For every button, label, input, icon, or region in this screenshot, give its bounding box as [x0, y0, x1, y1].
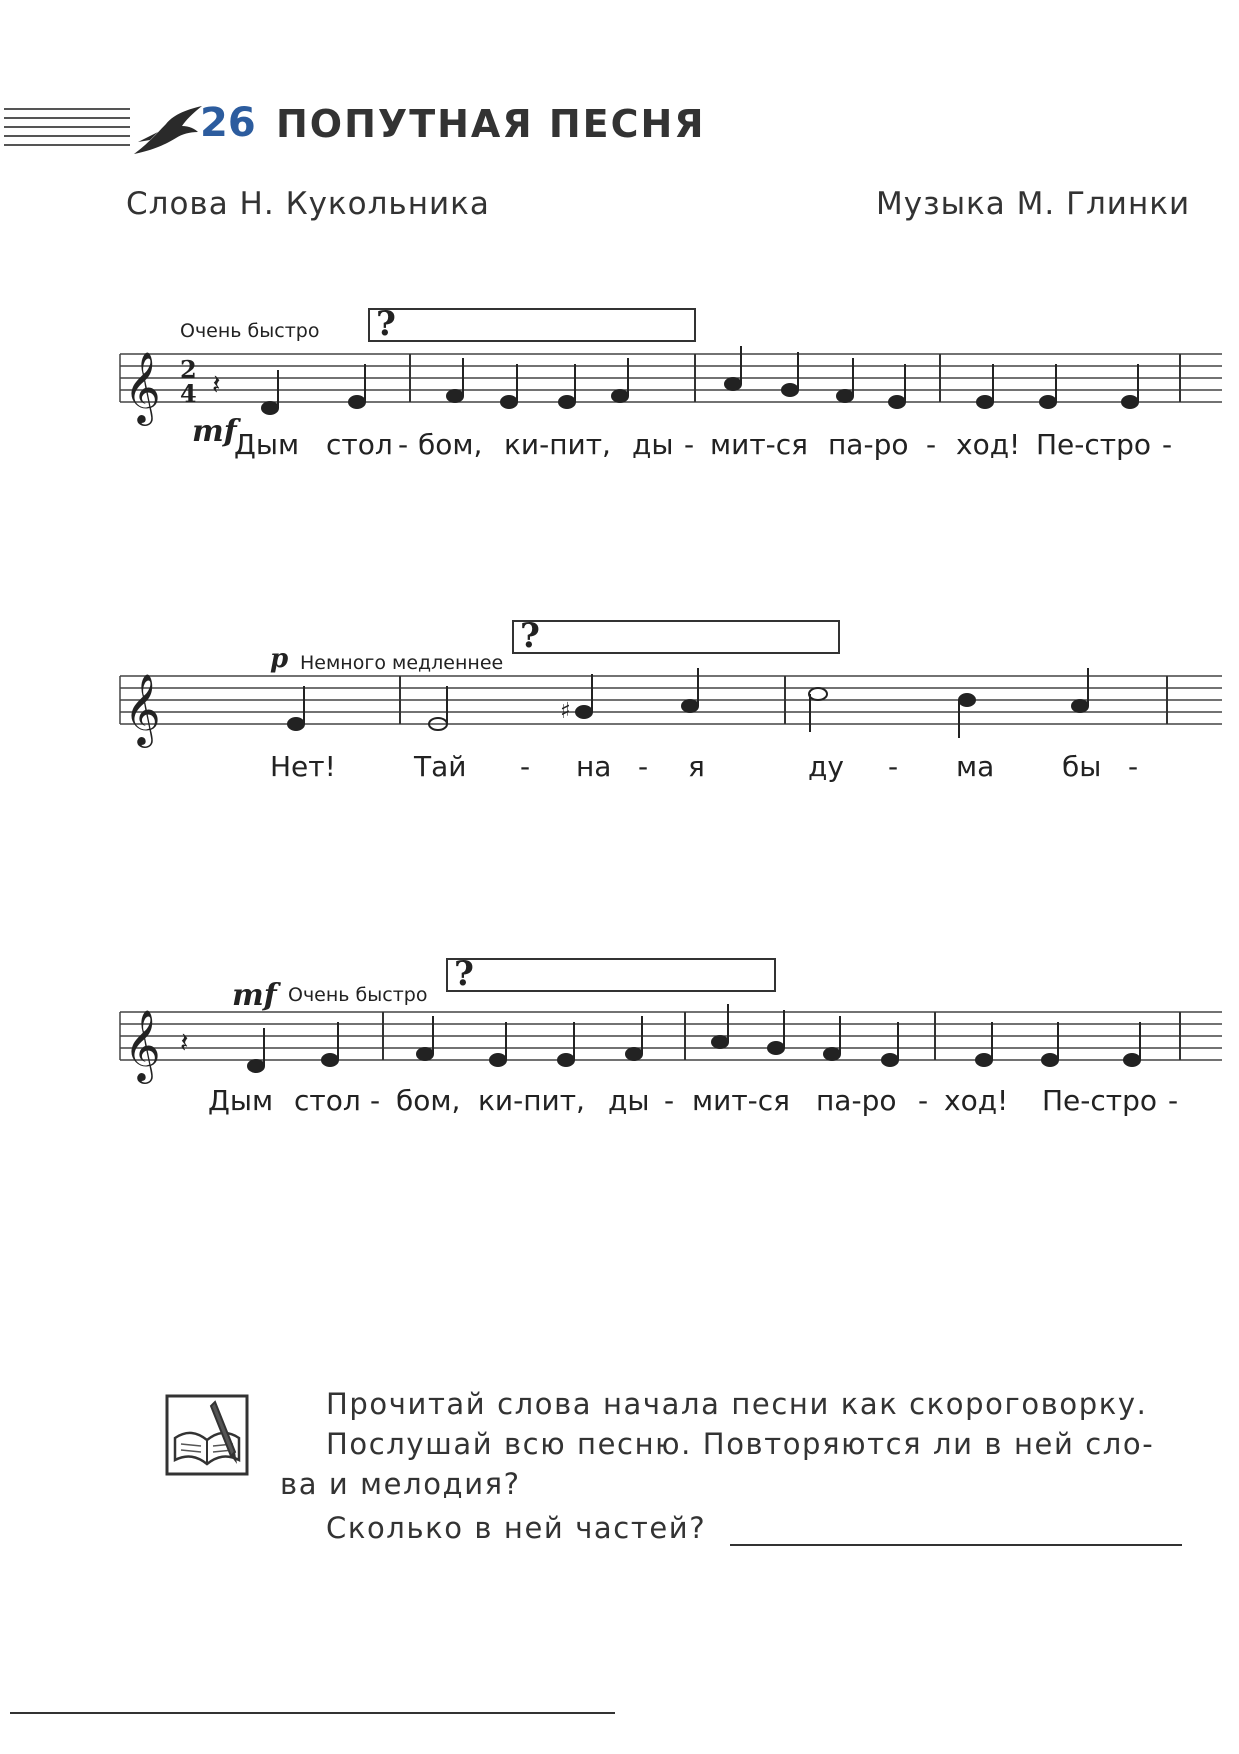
book-pencil-icon	[165, 1394, 249, 1476]
lyric-syllable: -	[638, 750, 649, 783]
dynamic-marking: p	[270, 644, 289, 674]
lyric-syllable: -	[888, 750, 899, 783]
time-signature-top: 2	[180, 355, 197, 384]
lyric-syllable: -	[398, 428, 409, 461]
lyric-syllable: стол	[326, 428, 393, 461]
tempo-marking: Немного медленнее	[300, 652, 504, 674]
lyric-syllable: Дым	[208, 1084, 274, 1117]
lyricist-credit: Слова Н. Кукольника	[126, 186, 490, 222]
lyric-syllable: ды	[632, 428, 674, 461]
lyric-syllable: -	[1162, 428, 1173, 461]
lesson-number: 26	[200, 100, 256, 146]
lyric-syllable: Тай	[414, 750, 467, 783]
lyric-syllable: ход!	[944, 1084, 1009, 1117]
lyric-syllable: Пе-стро	[1036, 428, 1151, 461]
lyric-syllable: -	[1128, 750, 1139, 783]
composer-credit: Музыка М. Глинки	[876, 186, 1191, 222]
lyric-syllable: -	[926, 428, 937, 461]
lyric-syllable: бом,	[396, 1084, 461, 1117]
page-title: ПОПУТНАЯ ПЕСНЯ	[276, 102, 706, 146]
header-decorative-lines	[4, 108, 130, 156]
task-text-line: Прочитай слова начала песни как скороговорку.	[326, 1387, 1148, 1421]
lyric-syllable: бы	[1062, 750, 1102, 783]
swallow-icon	[132, 102, 204, 158]
lyric-syllable: -	[918, 1084, 929, 1117]
lyric-syllable: па-ро	[828, 428, 909, 461]
lyric-syllable: ду	[808, 750, 844, 783]
task-text-line: ва и мелодия?	[280, 1467, 521, 1501]
lyric-syllable: ма	[956, 750, 995, 783]
lyric-syllable: ки-пит,	[504, 428, 611, 461]
question-mark: ?	[520, 616, 540, 656]
lyric-syllable: -	[1168, 1084, 1179, 1117]
lyric-syllable: ки-пит,	[478, 1084, 585, 1117]
lyric-syllable: бом,	[418, 428, 483, 461]
lyric-syllable: на	[576, 750, 612, 783]
lyric-syllable: стол	[294, 1084, 361, 1117]
tempo-marking: Очень быстро	[288, 984, 428, 1006]
lyric-syllable: Пе-стро	[1042, 1084, 1157, 1117]
lyric-syllable: Дым	[234, 428, 300, 461]
music-staff	[0, 662, 1239, 772]
rest: 𝄽	[212, 368, 221, 401]
lyric-syllable: -	[664, 1084, 675, 1117]
dynamic-marking: mf	[232, 978, 277, 1013]
lyric-syllable: Нет!	[270, 750, 336, 783]
treble-clef: 𝄞	[124, 672, 161, 745]
answer-line[interactable]	[730, 1544, 1182, 1546]
answer-box[interactable]	[446, 954, 776, 994]
lyric-syllable: я	[688, 750, 705, 783]
question-mark: ?	[376, 304, 396, 344]
rest: 𝄽	[180, 1026, 189, 1059]
treble-clef: 𝄞	[124, 350, 161, 423]
lyric-syllable: -	[370, 1084, 381, 1117]
question-mark: ?	[454, 954, 474, 994]
treble-clef: 𝄞	[124, 1008, 161, 1081]
lyric-syllable: -	[684, 428, 695, 461]
lyric-syllable: мит-ся	[692, 1084, 790, 1117]
task-text-line: Послушай всю песню. Повторяются ли в ней сло-	[326, 1427, 1155, 1461]
lyric-syllable: мит-ся	[710, 428, 808, 461]
time-signature-bottom: 4	[180, 379, 197, 408]
lyric-syllable: -	[520, 750, 531, 783]
lyric-syllable: ход!	[956, 428, 1021, 461]
lyric-syllable: ды	[608, 1084, 650, 1117]
answer-box[interactable]	[368, 304, 696, 344]
dynamic-marking: mf	[192, 414, 237, 449]
footer-divider	[10, 1712, 615, 1714]
notes	[288, 668, 1088, 738]
svg-text:♯: ♯	[560, 699, 571, 724]
tempo-marking: Очень быстро	[180, 320, 320, 342]
answer-box[interactable]	[512, 616, 840, 656]
task-question: Сколько в ней частей?	[326, 1511, 707, 1545]
lyric-syllable: па-ро	[816, 1084, 897, 1117]
notes	[262, 346, 1138, 414]
notes	[248, 1004, 1140, 1072]
